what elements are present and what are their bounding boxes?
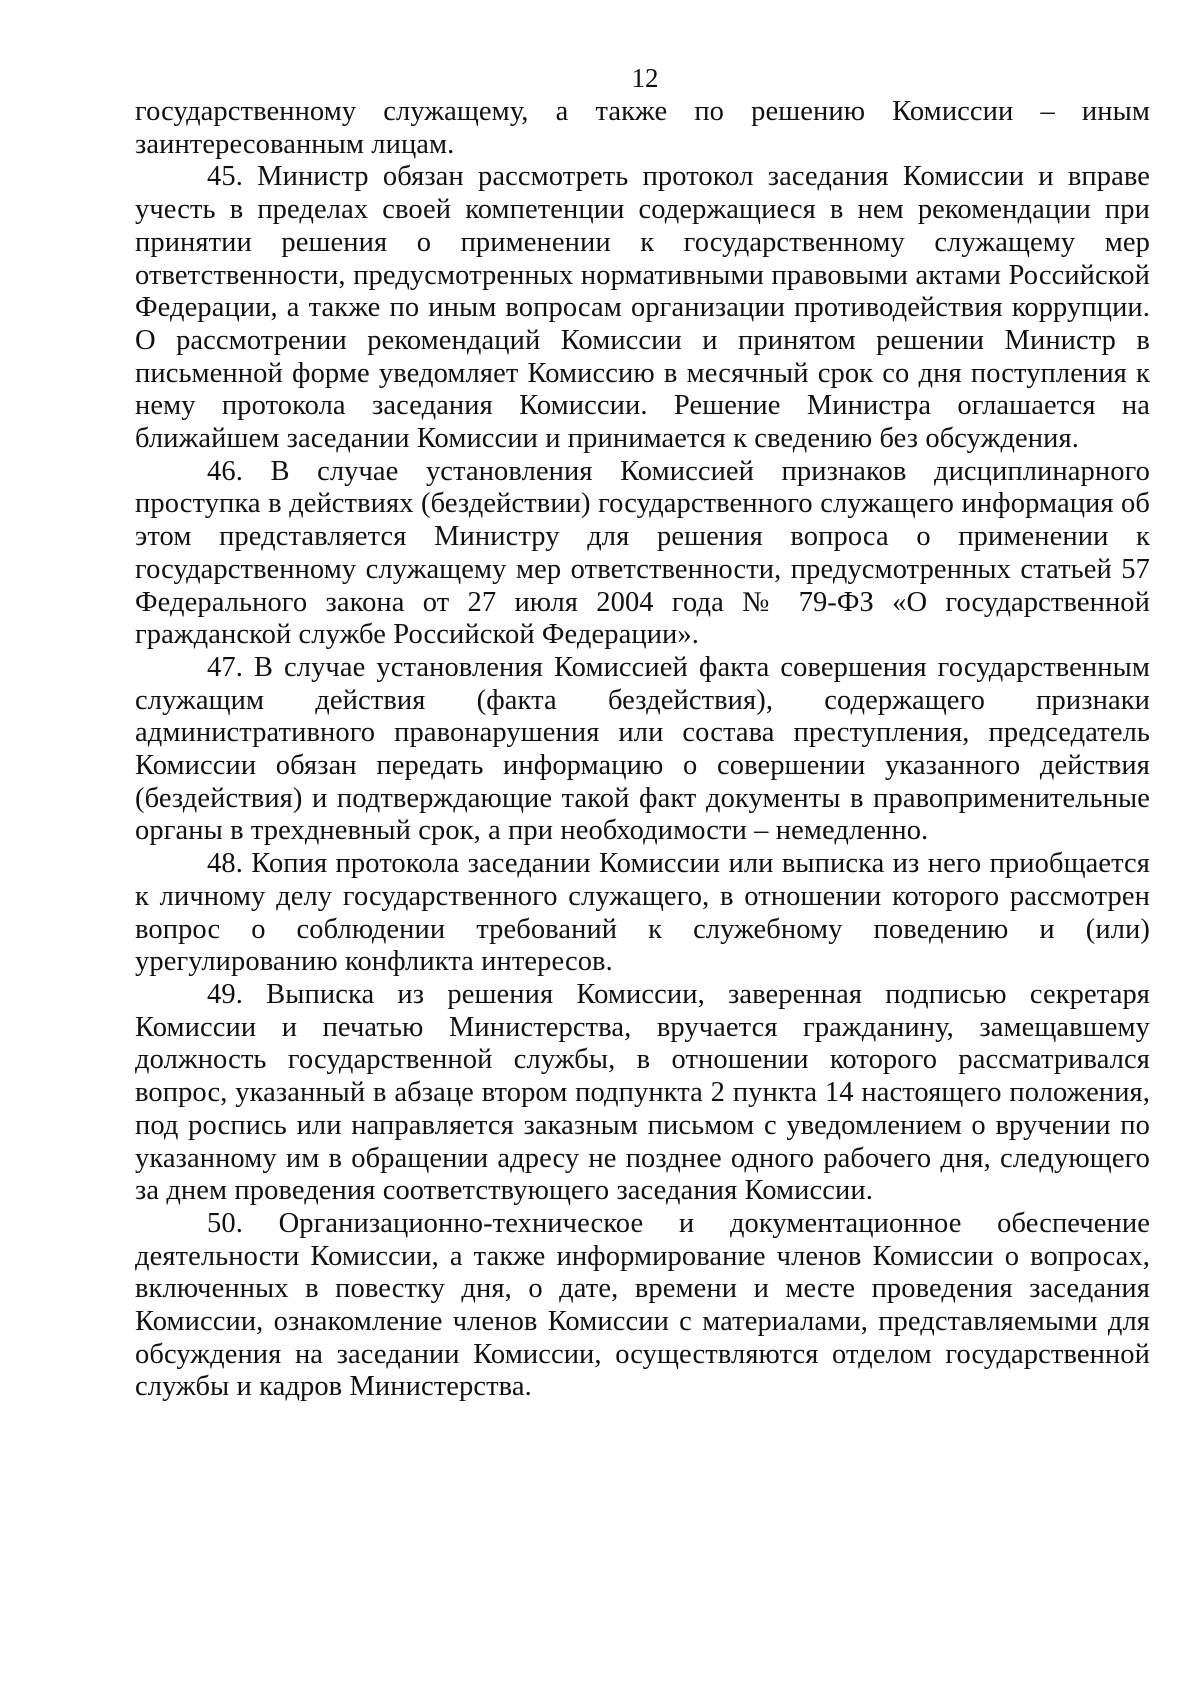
paragraph-49: 49. Выписка из решения Комиссии, заверенная подписью секретаря Комиссии и печатью Министерства, вручается гражданину, замещавшему должность государственной службы, в отношении которого рассматривался вопрос, указанный в абзаце втором подпункта 2 пункта 14 настоящего положения, под роспись или направляется заказным письмом с уведомлением о вручении по указанному им в обращении адресу не позднее одного рабочего дня, следующего за днем проведения соответствующего заседания Комиссии. [135, 978, 1150, 1207]
paragraph-47: 47. В случае установления Комиссией факта совершения государственным служащим действия (факта бездействия), содержащего признаки административного правонарушения или состава преступления, председатель Комиссии обязан передать информацию о совершении указанного действия (бездействия) и подтверждающие такой факт документы в правоприменительные органы в трехдневный срок, а при необходимости – немедленно. [135, 651, 1150, 847]
page-number: 12 [631, 63, 659, 93]
paragraph-45: 45. Министр обязан рассмотреть протокол заседания Комиссии и вправе учесть в пределах своей компетенции содержащиеся в нем рекомендации при принятии решения о применении к государственному служащему мер ответственности, предусмотренных нормативными правовыми актами Российской Федерации, а также по иным вопросам организации противодействия коррупции. О рассмотрении рекомендаций Комиссии и принятом решении Министр в письменной форме уведомляет Комиссию в месячный срок со дня поступления к нему протокола заседания Комиссии. Решение Министра оглашается на ближайшем заседании Комиссии и принимается к сведению без обсуждения. [135, 161, 1150, 455]
paragraph-continuation: государственному служащему, а также по решению Комиссии – иным заинтересованным лицам. [135, 96, 1150, 160]
paragraph-48: 48. Копия протокола заседании Комиссии или выписка из него приобщается к личному делу государственного служащего, в отношении которого рассмотрен вопрос о соблюдении требований к служебному поведению и (или) урегулированию конфликта интересов. [135, 848, 1150, 978]
paragraph-46: 46. В случае установления Комиссией признаков дисциплинарного проступка в действиях (бездействии) государственного служащего информация об этом представляется Министру для решения вопроса о применении к государственному служащему мер ответственности, предусмотренных статьей 57 Федерального закона от 27 июля 2004 года № 79-ФЗ «О государственной гражданской службе Российской Федерации». [135, 455, 1150, 651]
document-body [135, 96, 1150, 1404]
paragraph-50: 50. Организационно-техническое и документационное обеспечение деятельности Комиссии, а также информирование членов Комиссии о вопросах, включенных в повестку дня, о дате, времени и месте проведения заседания Комиссии, ознакомление членов Комиссии с материалами, представляемыми для обсуждения на заседании Комиссии, осуществляются отделом государственной службы и кадров Министерства. [135, 1207, 1150, 1403]
